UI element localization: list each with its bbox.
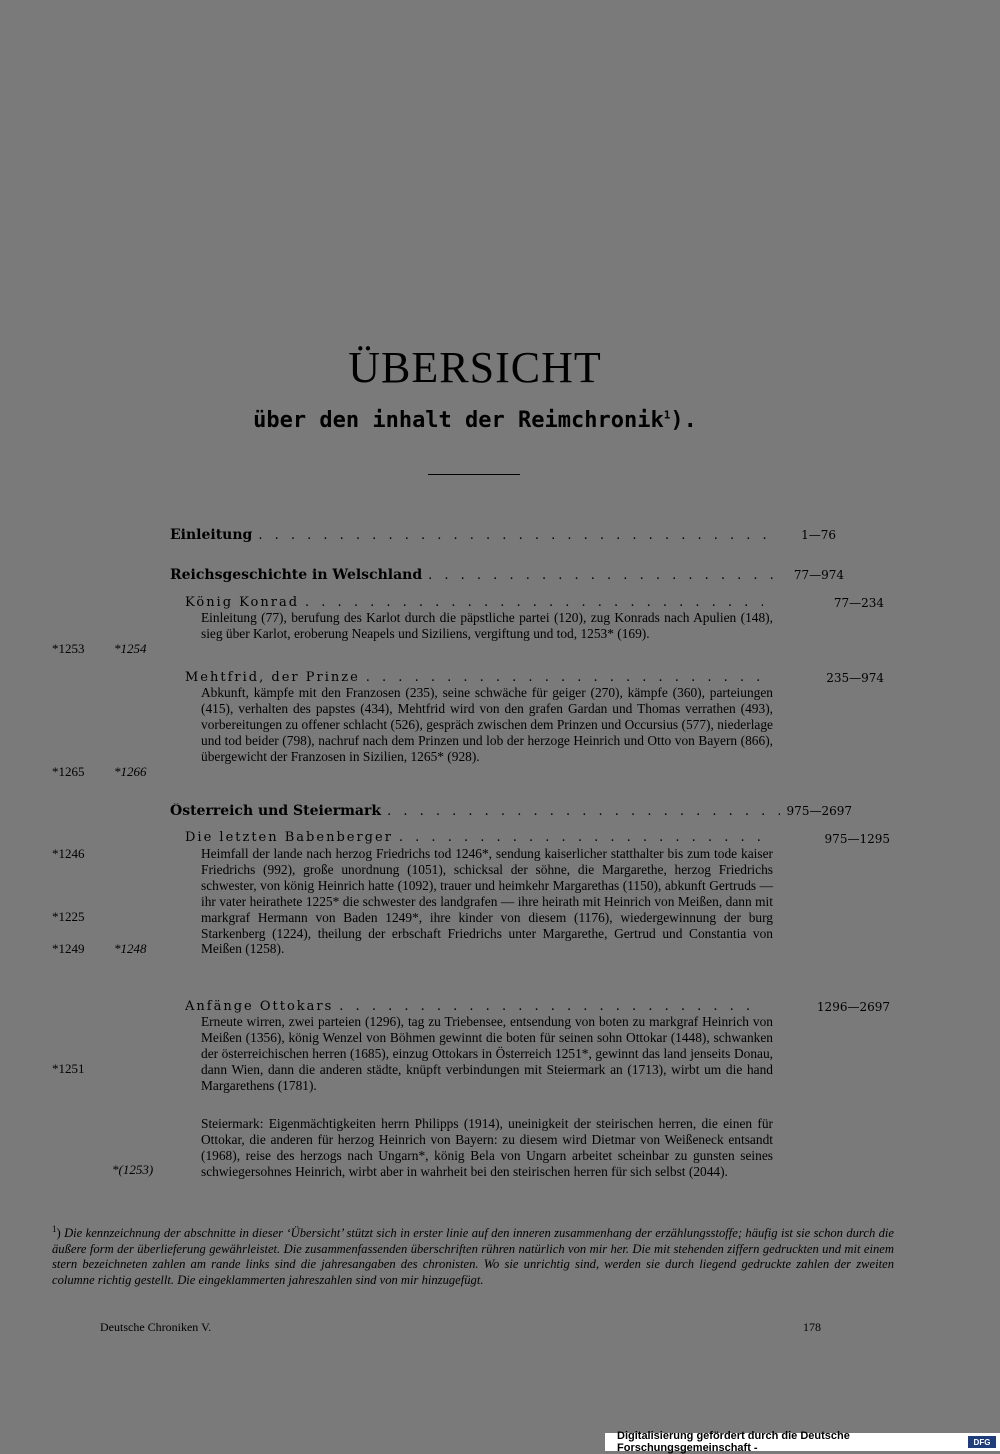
- subsection-range: 77—234: [833, 596, 884, 610]
- footnote: [52, 1222, 894, 1289]
- dfg-logo-icon: DFG: [968, 1436, 996, 1448]
- subsection-label: Mehtfrid, der Prinze: [185, 670, 360, 685]
- subsection-label: König Konrad: [185, 595, 300, 610]
- section-range: 975—2697: [786, 804, 852, 818]
- subtitle-end: ).: [670, 408, 697, 433]
- subsection-body: Heimfall der lande nach herzog Friedrichs tod 1246*, sendung kaiserlicher statthalter bis zum tode kaiser Friedrichs (992), große unordnung (1051), schicksal der söhne, die Margarethe, herzog Friedrichs schwester, von könig Heinrich hatte (1092), trauer und heimkehr Margarethas (1150), abkunft Gertruds — ihr vater heirathete 1225* die schwester des landgrafen — ihre heirath mit Heinrich von Meißen, dann mit markgraf Hermann von Baden 1249*, ihre kinder von diesem (1176), wiedergewinnung der burg Starkenberg (1224), theilung der erbschaft Friedrichs unter Margarethe, Gertrud und Constantia von Meißen (1258).: [201, 846, 773, 957]
- margin-year-right: *(1253): [112, 1162, 154, 1177]
- section-oesterreich: [170, 803, 780, 819]
- page-title: ÜBERSICHT: [348, 343, 602, 392]
- page-subtitle: [0, 408, 950, 433]
- title-rule: [428, 474, 520, 475]
- leader-dots: [393, 830, 763, 845]
- subsection-range: 975—1295: [824, 832, 890, 846]
- subsection-body: Abkunft, kämpfe mit den Franzosen (235), seine schwäche für geiger (270), kämpfe (360), parteiungen (415), verhalten des papstes (434), Mehtfrid wird von den grafen Gardan und Thomas verrathen (493), vorbereitungen zu offener schlacht (526), gespräch zwischen dem Prinzen und Occursius (577), niederlage und tod beider (798), nachruf nach dem Prinzen und lob der herzoge Heinrich und Otto von Bayern (866), übergewicht der Franzosen in Sizilien, 1265* (928).: [201, 685, 773, 764]
- section-reichsgeschichte: [170, 567, 780, 583]
- margin-year-right: *1266: [114, 764, 147, 779]
- margin-year-right: *1254: [114, 641, 147, 656]
- margin-year-left: *1253: [52, 641, 85, 656]
- section-range: 1—76: [801, 528, 836, 542]
- subsection-mehtfrid: [185, 670, 763, 685]
- banner-text: Digitalisierung gefördert durch die Deutsche Forschungsgemeinschaft -: [617, 1430, 850, 1454]
- footnote-marker: 1: [52, 1224, 57, 1234]
- subsection-body: Einleitung (77), berufung des Karlot durch die päpstliche partei (120), zug Konrads nach Apulien (148), sieg über Karlot, eroberung Neapels und Siziliens, vergiftung und tod, 1253* (169).: [201, 610, 773, 641]
- subsection-range: 235—974: [826, 671, 884, 685]
- steiermark-paragraph: Steiermark: Eigenmächtigkeiten herrn Philipps (1914), uneinigkeit der steirischen herren, die einen für Ottokar, die anderen für herzog Heinrich von Bayern: zu diesem wird Dietmar von Weißeneck entsandt (1968), reise des herzogs nach Ungarn*, könig Bela von Ungarn arbeitet scheinbar zu gunsten seines schwiegersohnes Heinrich, wirbt aber in wahrheit bei den steirischen herren für sich selbst (2044).: [201, 1116, 773, 1179]
- subsection-ottokar: [185, 999, 763, 1014]
- margin-year-left: *1249: [52, 941, 85, 956]
- subtitle-text: über den inhalt der Reimchronik: [253, 408, 664, 433]
- margin-year-left: *1246: [52, 846, 85, 861]
- margin-year-left: *1251: [52, 1061, 85, 1076]
- subsection-babenberger: [185, 830, 763, 845]
- dfg-funding-banner: [605, 1430, 1000, 1454]
- page-number: 178: [803, 1320, 821, 1334]
- subsection-label: Die letzten Babenberger: [185, 830, 393, 845]
- footnote-text: Die kennzeichnung der abschnitte in dieser ‘Übersicht’ stützt sich in erster linie auf den inneren zusammenhang der erzählungsstoffe; häufig ist sie schon durch die äußere form der überlieferung gewährleistet. Die zusammenfassenden überschriften rühren natürlich von mir her. Die mit stehenden ziffern gedruckten und mit einem stern bezeichneten zahlen am rande links sind die jahresangaben des chronisten. Wo sie unrichtig sind, werden sie durch liegend gedruckte zahlen der zweiten columne richtig gestellt. Die eingeklammerten jahreszahlen sind von mir hinzugefügt.: [52, 1226, 894, 1287]
- margin-year-right: *1248: [114, 941, 147, 956]
- leader-dots: [252, 528, 780, 543]
- leader-dots: [422, 568, 780, 583]
- leader-dots: [299, 595, 763, 610]
- footnote-paren: ): [56, 1226, 61, 1241]
- section-label: Einleitung: [170, 527, 253, 543]
- subtitle-footnote-marker: 1: [663, 408, 671, 422]
- subsection-koenig-konrad: [185, 595, 763, 610]
- section-range: 77—974: [793, 568, 844, 582]
- subsection-body: Erneute wirren, zwei parteien (1296), tag zu Triebensee, entsendung von boten zu markgraf Heinrich von Meißen (1356), könig Wenzel von Böhmen gewinnt die boten für seinen sohn Ottokar (1448), schwanken der österreichischen herren (1685), einzug Ottokars in Österreich 1251*, gewinnt das land jenseits Donau, dann Wien, dann die anderen städte, knüpft verbindungen mit Steiermark an (1713), wirbt um die hand Margarethens (1781).: [201, 1014, 773, 1093]
- margin-year-left: *1225: [52, 909, 85, 924]
- margin-year-left: *1265: [52, 764, 85, 779]
- leader-dots: [333, 999, 763, 1014]
- leader-dots: [360, 670, 763, 685]
- section-label: Österreich und Steiermark: [170, 803, 382, 819]
- leader-dots: [381, 804, 780, 819]
- subsection-label: Anfänge Ottokars: [185, 999, 334, 1014]
- section-label: Reichsgeschichte in Welschland: [170, 567, 423, 583]
- section-einleitung: [170, 527, 780, 543]
- subsection-range: 1296—2697: [816, 1000, 890, 1014]
- page-footer-title: Deutsche Chroniken V.: [100, 1320, 212, 1334]
